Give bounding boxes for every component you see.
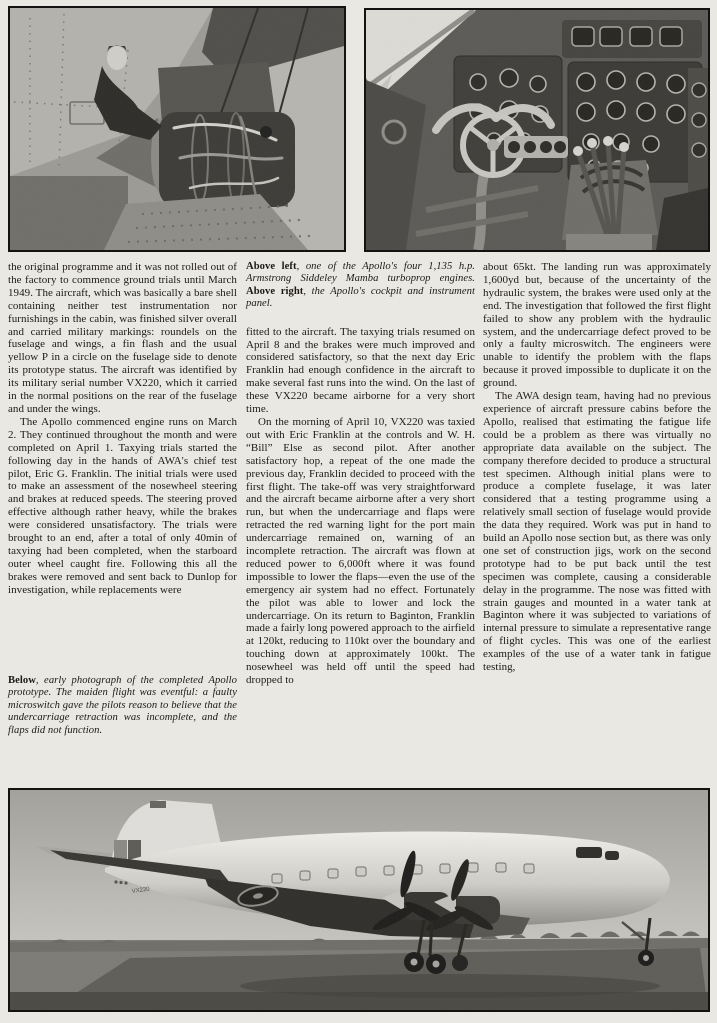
paragraph: about 65kt. The landing run was approximately 1,600yd but, because of the uncertainty of the hydraulic system, the brakes were used only at the end. The investigation that followed the first flight failed to show any problem with the hydraulic system, and the undercarriage defect proved to be only a faulty microswitch. The engineers were unable to identify the problem with the flaps because it proved impossible to duplicate it on the ground. (483, 261, 711, 390)
tail-serial: VX220 (131, 886, 151, 895)
paragraph: fitted to the aircraft. The taxying trials resumed on April 8 and the brakes were much improved and considered satisfactory, so that the next day Eric Franklin had enough confidence in the aircraft to make several fast runs into the wind. On the last of these VX220 became airborne for a very short time. (246, 325, 475, 416)
caption-above (246, 261, 475, 311)
apollo-prototype-photo (8, 788, 710, 1012)
paragraph: The AWA design team, having had no previous experience of aircraft pressure cabins before the Apollo, realised that estimating the fatigue life could be a problem as there was virtually no appropriate data available on the subject. The company therefore decided to produce a structural test specimen. Although initial plans were to produce a complete fuselage, it was later considered that a testing programme using a relatively small section of fuselage would provide the data they required. Work was put in hand to build an Apollo nose section but, as there was only one set of construction jigs, work on the second prototype had to be put back until the test specimen was complete, causing a considerable delay in the programme. The nose was fitted with strain gauges and mounted in a water tank at Baginton where it was subjected to variations of internal pressure to simulate a representative range of flight cycles. This was one of the earliest examples of the use of a water tank in fatigue testing, (483, 390, 711, 674)
engine-maintenance-photo (8, 6, 346, 252)
film-grain (10, 790, 708, 1010)
article-column-2 (246, 261, 475, 687)
aircraft-photo-art (10, 790, 708, 1010)
paragraph: The Apollo commenced engine runs on March 2. They continued throughout the month and were completed on April 1. Taxying trials started the following day in the hands of AWA's chief test pilot, Eric G. Franklin. The initial trials were used to make an assessment of the nosewheel steering and brakes at reduced speeds. The steering proved effective although rather heavy, while the brakes were considered unsatisfactory. The trials were brought to an end, after a total of only 40min of taxying had been completed, when the starboard outer wheel caught fire. Following this all the brakes were removed and sent back to Dunlop for investigation, while replacements were (8, 415, 237, 596)
caption-text: , one of the Apollo's four 1,135 h.p. Armstrong Siddeley Mamba turboprop engines. (246, 261, 475, 285)
cockpit-photo-art (366, 10, 708, 250)
caption-text: , early photograph of the completed Apollo prototype. The maiden flight was eventful: a faulty microswitch gave the pilots reason to believe that the undercarriage retraction was incomplete, and the flaps did not function. (8, 675, 237, 736)
paragraph: On the morning of April 10, VX220 was taxied out with Eric Franklin at the controls and W. H. “Bill” Else as second pilot. After another satisfactory hop, a repeat of the one made the previous day, Franklin decided to proceed with the first flight. The take-off was very straightforward and the aircraft became airborne after a very short run, but when the undercarriage and flaps were retracted the red warning light for the port main undercarriage remained on, warning of an incomplete retraction. The aircraft was flown at reduced power to 6,000ft where it was found impossible to lower the flaps—even the use of the emergency air system had no effect. Fortunately the pilot was able to lower and lock the undercarriage. On its return to Baginton, Franklin made a fairly long powered approach to the airfield at 120kt, reducing to 110kt over the boundary and touching down at approximately 100kt. The nosewheel was held off until the speed had dropped to (246, 415, 475, 687)
article-column-1 (8, 261, 237, 597)
caption-lead: Below (8, 675, 36, 686)
film-grain (366, 10, 708, 250)
caption-lead: Above right (246, 285, 304, 297)
article-column-3 (483, 261, 711, 674)
engine-photo-art (10, 8, 344, 250)
caption-lead: Above left (246, 261, 297, 272)
caption-below (8, 675, 237, 737)
cockpit-photo (364, 8, 710, 252)
caption-text: , the Apollo's cockpit and instrument panel. (246, 285, 475, 310)
film-grain (10, 8, 344, 250)
paragraph: the original programme and it was not rolled out of the factory to commence ground trials until March 1949. The aircraft, which was basically a bare shell containing neither test instrumentation nor furnishings in the cabin, was finished silver overall and carried military markings: roundels on the fuselage and wings, a fin flash and the usual yellow P in a circle on the fuselage side to denote its prototype status. The aircraft was identified by its military serial number VX220, which it carried in the normal positions on the rear of the fuselage and under the wings. (8, 261, 237, 415)
